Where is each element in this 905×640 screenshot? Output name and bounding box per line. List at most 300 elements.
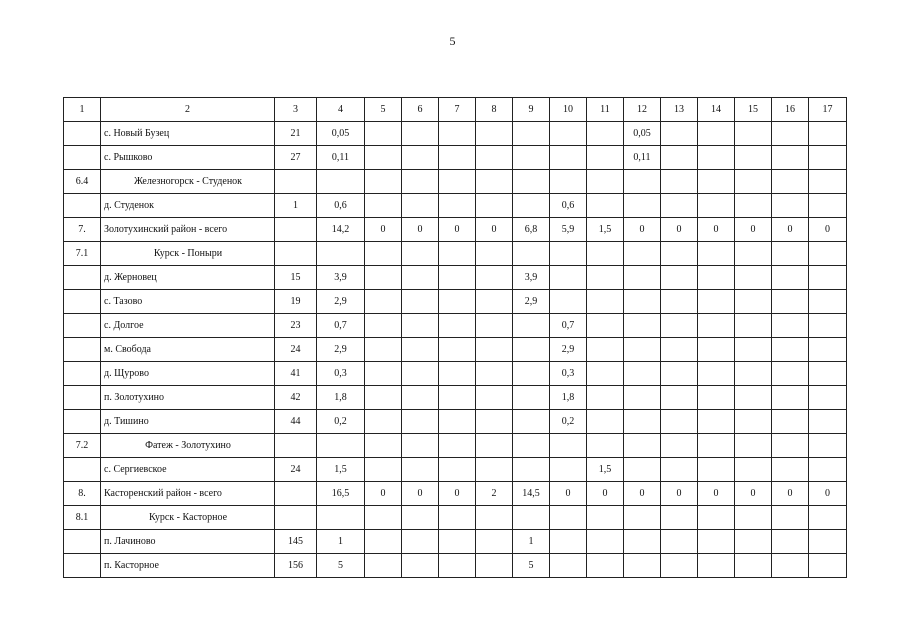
value-cell	[402, 266, 439, 290]
value-cell: 41	[275, 362, 317, 386]
value-cell	[661, 554, 698, 578]
value-cell: 14,2	[317, 218, 365, 242]
row-name-cell: Золотухинский район - всего	[101, 218, 275, 242]
value-cell	[772, 386, 809, 410]
value-cell	[809, 290, 847, 314]
value-cell: 2,9	[513, 290, 550, 314]
value-cell	[365, 530, 402, 554]
value-cell	[809, 554, 847, 578]
table-row-item	[64, 410, 847, 434]
table-row-district	[64, 218, 847, 242]
value-cell	[275, 506, 317, 530]
value-cell	[587, 290, 624, 314]
value-cell	[809, 338, 847, 362]
column-header: 5	[365, 98, 402, 122]
value-cell	[439, 458, 476, 482]
value-cell	[735, 194, 772, 218]
value-cell	[550, 122, 587, 146]
value-cell: 0	[809, 482, 847, 506]
value-cell	[550, 434, 587, 458]
value-cell	[587, 146, 624, 170]
value-cell	[698, 554, 735, 578]
value-cell	[624, 362, 661, 386]
value-cell	[809, 170, 847, 194]
value-cell	[772, 194, 809, 218]
value-cell: 0	[698, 218, 735, 242]
value-cell	[365, 458, 402, 482]
value-cell: 2,9	[317, 290, 365, 314]
value-cell	[275, 218, 317, 242]
value-cell	[809, 458, 847, 482]
value-cell: 0	[624, 218, 661, 242]
value-cell	[275, 482, 317, 506]
value-cell: 0,6	[317, 194, 365, 218]
value-cell: 0	[698, 482, 735, 506]
value-cell	[809, 506, 847, 530]
value-cell	[809, 434, 847, 458]
value-cell	[698, 314, 735, 338]
value-cell	[661, 458, 698, 482]
value-cell: 16,5	[317, 482, 365, 506]
table-row-item	[64, 386, 847, 410]
row-number-cell	[64, 338, 101, 362]
value-cell	[735, 506, 772, 530]
column-header: 13	[661, 98, 698, 122]
value-cell	[476, 194, 513, 218]
value-cell	[587, 338, 624, 362]
value-cell	[365, 362, 402, 386]
table-row-item	[64, 266, 847, 290]
value-cell	[735, 170, 772, 194]
value-cell	[587, 410, 624, 434]
value-cell: 3,9	[513, 266, 550, 290]
row-name-cell: с. Рышково	[101, 146, 275, 170]
value-cell	[624, 554, 661, 578]
value-cell	[698, 170, 735, 194]
value-cell: 1,5	[587, 218, 624, 242]
row-number-cell	[64, 194, 101, 218]
value-cell: 1,8	[550, 386, 587, 410]
value-cell: 2	[476, 482, 513, 506]
value-cell: 0	[365, 218, 402, 242]
value-cell	[402, 506, 439, 530]
value-cell	[476, 314, 513, 338]
value-cell	[809, 530, 847, 554]
value-cell	[476, 338, 513, 362]
value-cell	[476, 170, 513, 194]
value-cell	[587, 314, 624, 338]
value-cell: 0,05	[624, 122, 661, 146]
table-row-item	[64, 458, 847, 482]
value-cell: 15	[275, 266, 317, 290]
value-cell	[661, 386, 698, 410]
value-cell: 24	[275, 458, 317, 482]
value-cell	[698, 458, 735, 482]
value-cell	[772, 362, 809, 386]
value-cell	[735, 386, 772, 410]
value-cell	[772, 554, 809, 578]
value-cell: 0	[735, 482, 772, 506]
value-cell: 21	[275, 122, 317, 146]
value-cell	[513, 122, 550, 146]
value-cell	[735, 290, 772, 314]
row-name-cell: с. Новый Бузец	[101, 122, 275, 146]
value-cell	[365, 290, 402, 314]
value-cell	[550, 554, 587, 578]
value-cell	[698, 410, 735, 434]
value-cell	[365, 338, 402, 362]
table-row-route	[64, 434, 847, 458]
value-cell	[587, 434, 624, 458]
value-cell	[772, 410, 809, 434]
value-cell	[402, 554, 439, 578]
value-cell	[365, 410, 402, 434]
row-name-cell: п. Касторное	[101, 554, 275, 578]
value-cell	[365, 122, 402, 146]
row-name-cell: с. Тазово	[101, 290, 275, 314]
value-cell	[275, 434, 317, 458]
table-row-item	[64, 314, 847, 338]
table-row-item	[64, 290, 847, 314]
value-cell: 0	[476, 218, 513, 242]
value-cell: 0,7	[317, 314, 365, 338]
header-row	[64, 98, 847, 122]
value-cell	[439, 266, 476, 290]
value-cell: 0	[550, 482, 587, 506]
value-cell: 1,8	[317, 386, 365, 410]
value-cell	[587, 554, 624, 578]
value-cell	[735, 338, 772, 362]
value-cell	[550, 290, 587, 314]
value-cell	[365, 386, 402, 410]
row-name-cell: Курск - Поныри	[101, 242, 275, 266]
value-cell: 0	[735, 218, 772, 242]
row-number-cell	[64, 266, 101, 290]
column-header: 16	[772, 98, 809, 122]
value-cell: 0,3	[317, 362, 365, 386]
value-cell: 0,05	[317, 122, 365, 146]
column-header: 14	[698, 98, 735, 122]
value-cell	[698, 434, 735, 458]
value-cell	[624, 290, 661, 314]
value-cell	[772, 458, 809, 482]
value-cell	[365, 314, 402, 338]
table-row-item	[64, 194, 847, 218]
value-cell	[661, 194, 698, 218]
value-cell	[402, 362, 439, 386]
value-cell	[661, 362, 698, 386]
value-cell	[624, 434, 661, 458]
value-cell	[735, 458, 772, 482]
value-cell: 27	[275, 146, 317, 170]
value-cell: 1	[513, 530, 550, 554]
value-cell	[476, 530, 513, 554]
column-header: 10	[550, 98, 587, 122]
value-cell	[661, 266, 698, 290]
value-cell	[587, 122, 624, 146]
value-cell	[513, 434, 550, 458]
value-cell	[550, 242, 587, 266]
value-cell	[513, 506, 550, 530]
value-cell	[317, 506, 365, 530]
value-cell	[317, 434, 365, 458]
value-cell	[661, 410, 698, 434]
value-cell	[809, 410, 847, 434]
table-row-item	[64, 530, 847, 554]
value-cell	[476, 506, 513, 530]
value-cell: 0	[439, 482, 476, 506]
column-header: 7	[439, 98, 476, 122]
value-cell	[402, 434, 439, 458]
value-cell	[698, 362, 735, 386]
value-cell	[550, 530, 587, 554]
column-header: 4	[317, 98, 365, 122]
value-cell	[587, 170, 624, 194]
value-cell	[476, 146, 513, 170]
value-cell	[513, 338, 550, 362]
value-cell	[772, 290, 809, 314]
row-name-cell: д. Щурово	[101, 362, 275, 386]
value-cell	[698, 338, 735, 362]
value-cell	[661, 434, 698, 458]
row-name-cell: м. Свобода	[101, 338, 275, 362]
value-cell	[513, 362, 550, 386]
row-number-cell: 6.4	[64, 170, 101, 194]
value-cell: 0,7	[550, 314, 587, 338]
row-name-cell: п. Золотухино	[101, 386, 275, 410]
value-cell	[735, 434, 772, 458]
table-row-route	[64, 506, 847, 530]
value-cell	[402, 290, 439, 314]
value-cell	[317, 170, 365, 194]
value-cell	[735, 362, 772, 386]
page-number: 5	[449, 34, 456, 48]
value-cell: 44	[275, 410, 317, 434]
value-cell	[402, 458, 439, 482]
value-cell	[661, 290, 698, 314]
value-cell	[587, 194, 624, 218]
value-cell	[735, 266, 772, 290]
value-cell	[365, 242, 402, 266]
value-cell: 1	[317, 530, 365, 554]
value-cell: 0	[439, 218, 476, 242]
value-cell	[661, 146, 698, 170]
value-cell	[624, 170, 661, 194]
value-cell	[513, 458, 550, 482]
value-cell: 0	[624, 482, 661, 506]
value-cell: 0	[772, 482, 809, 506]
value-cell	[698, 122, 735, 146]
value-cell	[402, 194, 439, 218]
value-cell: 156	[275, 554, 317, 578]
value-cell: 0,11	[317, 146, 365, 170]
value-cell	[587, 386, 624, 410]
value-cell: 0	[402, 482, 439, 506]
row-number-cell	[64, 530, 101, 554]
value-cell	[772, 242, 809, 266]
value-cell	[476, 554, 513, 578]
row-number-cell	[64, 458, 101, 482]
value-cell	[735, 122, 772, 146]
value-cell	[661, 338, 698, 362]
value-cell	[661, 506, 698, 530]
value-cell	[587, 242, 624, 266]
value-cell	[439, 194, 476, 218]
value-cell	[439, 146, 476, 170]
value-cell	[439, 362, 476, 386]
value-cell: 0	[772, 218, 809, 242]
row-number-cell: 7.	[64, 218, 101, 242]
value-cell	[698, 506, 735, 530]
value-cell	[402, 242, 439, 266]
value-cell	[402, 170, 439, 194]
value-cell: 0	[661, 218, 698, 242]
value-cell	[809, 386, 847, 410]
value-cell: 0	[402, 218, 439, 242]
value-cell	[550, 170, 587, 194]
row-name-cell: с. Сергиевское	[101, 458, 275, 482]
value-cell	[439, 170, 476, 194]
value-cell	[439, 314, 476, 338]
value-cell	[735, 530, 772, 554]
table-row-district	[64, 482, 847, 506]
value-cell: 24	[275, 338, 317, 362]
value-cell	[698, 530, 735, 554]
value-cell	[698, 290, 735, 314]
value-cell	[772, 314, 809, 338]
value-cell	[513, 314, 550, 338]
value-cell	[587, 266, 624, 290]
value-cell	[587, 530, 624, 554]
row-number-cell: 7.1	[64, 242, 101, 266]
value-cell	[698, 386, 735, 410]
row-name-cell: д. Тишино	[101, 410, 275, 434]
row-number-cell: 7.2	[64, 434, 101, 458]
value-cell: 0,2	[550, 410, 587, 434]
value-cell	[513, 242, 550, 266]
value-cell	[587, 362, 624, 386]
value-cell	[476, 410, 513, 434]
row-name-cell: д. Студенок	[101, 194, 275, 218]
row-number-cell	[64, 554, 101, 578]
value-cell: 0,6	[550, 194, 587, 218]
value-cell	[661, 242, 698, 266]
row-number-cell: 8.1	[64, 506, 101, 530]
value-cell: 0	[661, 482, 698, 506]
value-cell	[550, 266, 587, 290]
value-cell	[476, 290, 513, 314]
value-cell: 0,11	[624, 146, 661, 170]
row-name-cell: Курск - Касторное	[101, 506, 275, 530]
value-cell: 19	[275, 290, 317, 314]
value-cell	[513, 386, 550, 410]
value-cell	[698, 194, 735, 218]
table-row-item	[64, 554, 847, 578]
value-cell	[476, 122, 513, 146]
value-cell	[402, 386, 439, 410]
value-cell	[365, 194, 402, 218]
value-cell	[624, 386, 661, 410]
value-cell	[439, 530, 476, 554]
value-cell	[513, 194, 550, 218]
column-header: 8	[476, 98, 513, 122]
value-cell	[772, 434, 809, 458]
row-name-cell: с. Долгое	[101, 314, 275, 338]
value-cell	[550, 146, 587, 170]
value-cell: 5,9	[550, 218, 587, 242]
value-cell	[365, 170, 402, 194]
value-cell	[772, 170, 809, 194]
column-header: 9	[513, 98, 550, 122]
value-cell: 1	[275, 194, 317, 218]
value-cell	[735, 242, 772, 266]
value-cell: 0	[365, 482, 402, 506]
value-cell	[809, 242, 847, 266]
value-cell	[809, 194, 847, 218]
value-cell	[513, 410, 550, 434]
row-name-cell: п. Лачиново	[101, 530, 275, 554]
value-cell	[550, 458, 587, 482]
value-cell	[809, 122, 847, 146]
row-number-cell	[64, 122, 101, 146]
data-table	[63, 97, 847, 578]
value-cell	[698, 266, 735, 290]
value-cell	[772, 146, 809, 170]
row-number-cell	[64, 362, 101, 386]
table-row-route	[64, 242, 847, 266]
value-cell	[365, 506, 402, 530]
value-cell	[587, 506, 624, 530]
value-cell	[735, 554, 772, 578]
value-cell	[439, 554, 476, 578]
value-cell	[624, 458, 661, 482]
row-name-cell: Касторенский район - всего	[101, 482, 275, 506]
table-row-item	[64, 146, 847, 170]
column-header: 12	[624, 98, 661, 122]
value-cell	[513, 146, 550, 170]
column-header: 11	[587, 98, 624, 122]
value-cell: 6,8	[513, 218, 550, 242]
value-cell	[809, 146, 847, 170]
value-cell: 2,9	[317, 338, 365, 362]
value-cell	[661, 122, 698, 146]
row-name-cell: д. Жерновец	[101, 266, 275, 290]
column-header: 1	[64, 98, 101, 122]
column-header: 6	[402, 98, 439, 122]
value-cell: 5	[317, 554, 365, 578]
value-cell: 2,9	[550, 338, 587, 362]
value-cell	[275, 242, 317, 266]
row-number-cell	[64, 314, 101, 338]
column-header: 2	[101, 98, 275, 122]
value-cell	[809, 314, 847, 338]
value-cell: 5	[513, 554, 550, 578]
value-cell	[735, 410, 772, 434]
value-cell	[624, 266, 661, 290]
value-cell	[439, 410, 476, 434]
value-cell: 23	[275, 314, 317, 338]
row-name-cell: Фатеж - Золотухино	[101, 434, 275, 458]
row-number-cell: 8.	[64, 482, 101, 506]
value-cell	[661, 314, 698, 338]
value-cell	[476, 362, 513, 386]
value-cell	[809, 362, 847, 386]
value-cell: 145	[275, 530, 317, 554]
value-cell: 0	[587, 482, 624, 506]
value-cell	[624, 506, 661, 530]
value-cell	[735, 146, 772, 170]
value-cell	[661, 170, 698, 194]
